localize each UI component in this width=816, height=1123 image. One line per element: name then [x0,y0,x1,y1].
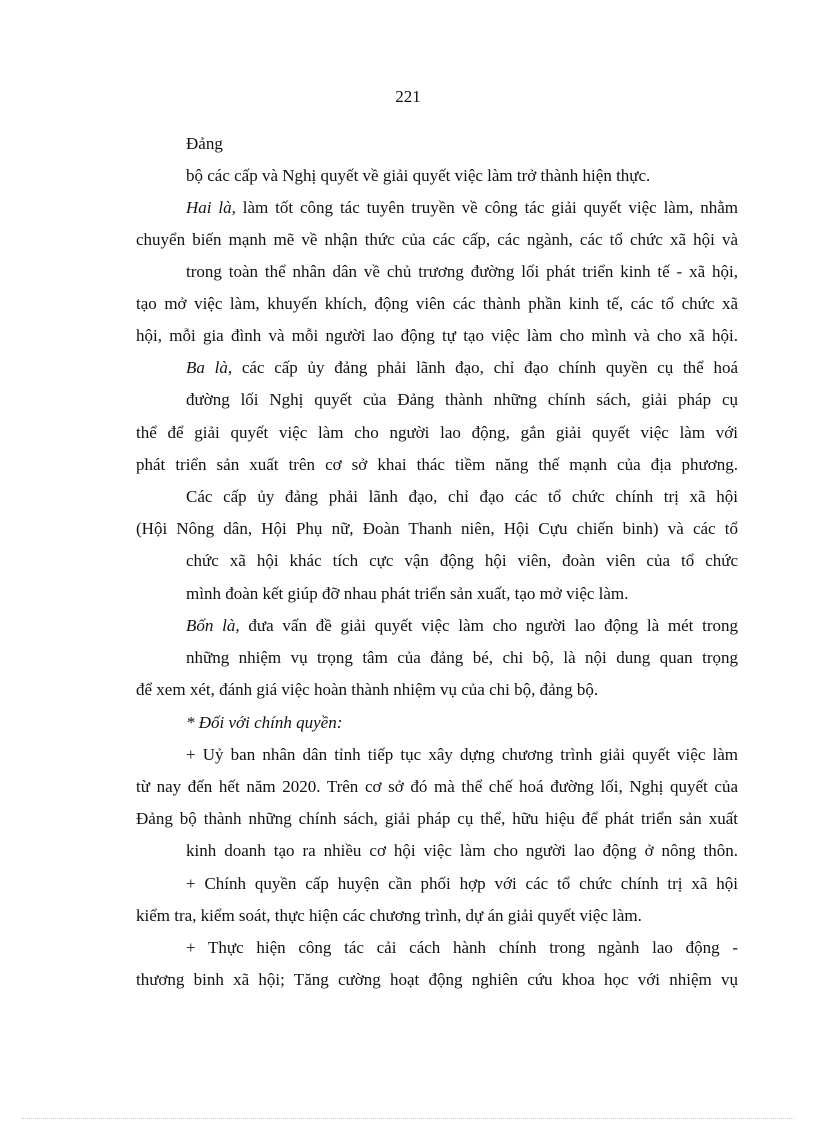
text-line [186,712,390,734]
text-line: mình đoàn kết giúp đỡ nhau phát triển sản xuất, tạo mở việc làm. [186,584,629,603]
text-line [186,197,738,219]
text-line: thể để giải quyết việc làm cho người lao động, gắn giải quyết việc làm với [136,423,738,442]
line-text: đưa vấn đề giải quyết việc làm cho người lao động là mét trong [239,616,738,635]
text-line: những nhiệm vụ trọng tâm của đảng bé, chi bộ, là nội dung quan trọng [186,648,738,667]
text-line [186,357,738,379]
text-line: (Hội Nông dân, Hội Phụ nữ, Đoàn Thanh niên, Hội Cựu chiến binh) và các tổ [136,519,738,538]
italic-lead: Ba là, [186,358,233,377]
text-line: kiểm tra, kiểm soát, thực hiện các chương trình, dự án giải quyết việc làm. [136,906,642,925]
text-line: + Thực hiện công tác cải cách hành chính trong ngành lao động - [186,938,738,957]
text-line: bộ các cấp và Nghị quyết về giải quyết việc làm trở thành hiện thực. [186,166,651,185]
text-line: + Chính quyền cấp huyện cần phối hợp với các tổ chức chính trị xã hội [186,874,738,893]
text-line: + Uỷ ban nhân dân tỉnh tiếp tục xây dựng chương trình giải quyết việc làm [186,745,738,764]
text-line: để xem xét, đánh giá việc hoàn thành nhiệm vụ của chi bộ, đảng bộ. [136,680,599,699]
text-line: thương binh xã hội; Tăng cường hoạt động nghiên cứu khoa học với nhiệm vụ [136,970,738,989]
text-line: đường lối Nghị quyết của Đảng thành những chính sách, giải pháp cụ [186,390,738,409]
text-line: hội, mỗi gia đình và mỗi người lao động tự tạo việc làm cho mình và cho xã hội. [136,326,738,345]
text-line: chuyển biến mạnh mẽ về nhận thức của các cấp, các ngành, các tổ chức xã hội và [136,230,738,249]
text-line: trong toàn thể nhân dân về chủ trương đường lối phát triển kinh tế - xã hội, [186,262,738,281]
text-line: kinh doanh tạo ra nhiều cơ hội việc làm cho người lao động ở nông thôn. [186,841,738,860]
italic-lead: * Đối với chính quyền: [186,713,343,732]
text-line: chức xã hội khác tích cực vận động hội viên, đoàn viên của tổ chức [186,551,738,570]
page-bottom-rule [22,1118,794,1119]
italic-lead: Hai là, [186,198,236,217]
text-line: Đảng [186,134,223,153]
text-line [186,615,738,637]
line-text: làm tốt công tác tuyên truyền về công tác giải quyết việc làm, nhằm [235,198,738,217]
text-line: từ nay đến hết năm 2020. Trên cơ sở đó mà thể chế hoá đường lối, Nghị quyết của [136,777,738,796]
page-number: 221 [395,87,421,106]
line-text: các cấp ủy đảng phải lãnh đạo, chỉ đạo chính quyền cụ thể hoá [232,358,739,377]
text-line: phát triển sản xuất trên cơ sở khai thác tiềm năng thế mạnh của địa phương. [136,455,738,474]
italic-lead: Bốn là, [186,616,240,635]
text-line: Các cấp ủy đảng phải lãnh đạo, chỉ đạo các tổ chức chính trị xã hội [186,487,738,506]
text-line: Đảng bộ thành những chính sách, giải pháp cụ thể, hữu hiệu để phát triển sản xuất [136,809,738,828]
text-line: tạo mở việc làm, khuyến khích, động viên các thành phần kinh tế, các tổ chức xã [136,294,738,313]
